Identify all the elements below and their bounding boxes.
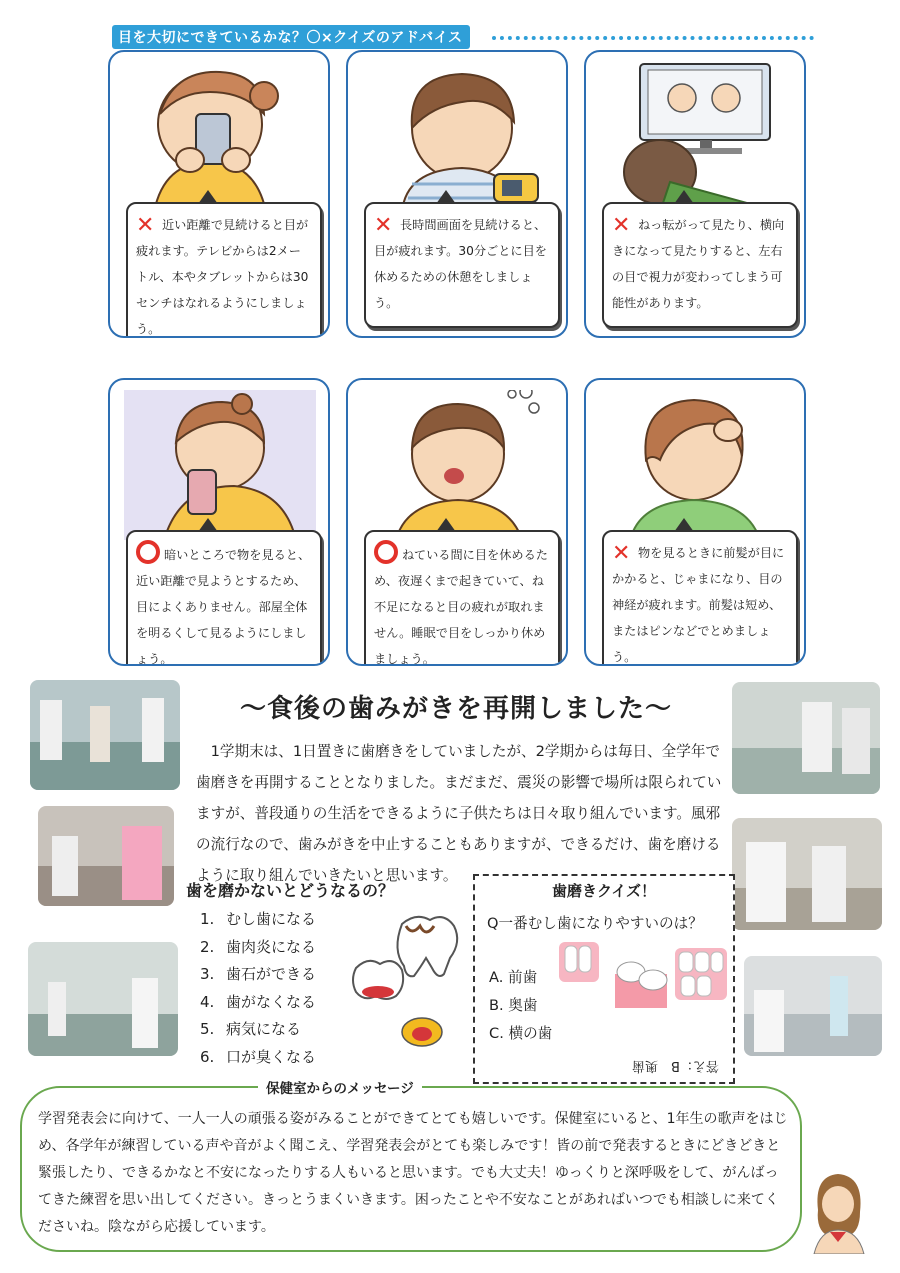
teeth-quiz-box	[473, 874, 735, 1084]
advice-text-3: ねっ転がって見たり、横向きになって見たりすると、左右の目で視力が変わってしまう可能性があります。	[612, 218, 785, 310]
list-item	[489, 1020, 552, 1048]
teeth-quiz-question: Q一番むし歯になりやすいのは？	[487, 915, 703, 932]
circle-icon	[136, 540, 160, 564]
header-dotted-line	[492, 36, 814, 40]
advice-bubble-2	[364, 202, 560, 328]
list-item	[200, 961, 316, 989]
cross-icon: ✕	[136, 213, 155, 238]
photo-brushing-left-3-image	[28, 942, 178, 1056]
list-item-label: 歯石ができる	[226, 965, 317, 983]
cross-icon: ✕	[374, 213, 393, 238]
brushing-paragraph: 1学期末は、1日置きに歯磨きをしていましたが、2学期からは毎日、全学年で歯磨きを再開することとなりました。まだまだ、震災の影響で場所は限られていますが、普段通りの生活をできるように子供たちは日々取り組んでいます。風邪の流行なので、歯みがきを中止することもありますが、できるだけ、歯を磨けるように取り組んでいきたいと思います。	[196, 743, 722, 884]
message-body: 学習発表会に向けて、一人一人の頑張る姿がみることができてとても嬉しいです。保健室にいると、1年生の歌声をはじめ、各学年が練習している声や音がよく聞こえ、学習発表会がとても楽しみです！皆の前で発表するときにどきどきと緊張したり、できるかなと不安になったりする人もいると思います。でも大丈夫！ゆっくりと深呼吸をして、がんばってきた練習を思い出してください。きっとうまくいきます。困ったことや不安なことがあればいつでも相談しに来てくださいね。陰ながら応援しています。	[38, 1111, 788, 1235]
advice-bubble-6	[602, 530, 798, 666]
list-item	[200, 934, 316, 962]
list-item	[489, 992, 552, 1020]
photo-brushing-left-1-image	[30, 680, 180, 790]
quiz-panel-5	[346, 378, 568, 666]
quiz-panel-1	[108, 50, 330, 338]
photo-brushing-left-2	[38, 806, 174, 906]
list-item-label: 歯肉炎になる	[226, 937, 317, 956]
option-label: 横の歯	[508, 1025, 553, 1042]
list-item-number: 2.	[200, 937, 215, 956]
girl-phone-close-illustration	[124, 62, 316, 212]
photo-brushing-right-3	[744, 956, 882, 1056]
advice-bubble-1	[126, 202, 322, 338]
boy-game-device-illustration	[362, 62, 554, 212]
quiz-panel-2	[346, 50, 568, 338]
quiz-panel-3	[584, 50, 806, 338]
list-item-number: 1.	[200, 910, 215, 928]
list-item-number: 4.	[200, 992, 215, 1011]
girl-phone-dark-illustration	[124, 390, 316, 540]
advice-text-2: 長時間画面を見続けると、目が疲れます。30分ごとに目を休めるための休憩をしましょう。	[374, 218, 547, 310]
cross-icon: ✕	[612, 541, 631, 566]
photo-brushing-right-2-image	[732, 818, 882, 930]
list-item-number: 3.	[200, 965, 215, 983]
option-key: B.	[489, 997, 504, 1014]
option-label: 前歯	[508, 969, 538, 986]
advice-text-4: 暗いところで物を見ると、近い距離で見ようとするため、目によくありません。部屋全体を明るくして見るようにしましょう。	[136, 548, 311, 666]
list-item-number: 6.	[200, 1047, 215, 1066]
list-item	[200, 989, 316, 1017]
option-key: C.	[489, 1025, 504, 1042]
tooth-characters-illustration	[346, 910, 466, 1050]
no-brushing-title: 歯を磨かないとどうなるの？	[186, 881, 395, 900]
quiz-panel-6	[584, 378, 806, 666]
photo-brushing-right-2	[732, 818, 882, 930]
list-item-label: 口が臭くなる	[226, 1047, 317, 1066]
photo-brushing-left-3	[28, 942, 178, 1056]
list-item-label: 歯がなくなる	[226, 992, 317, 1011]
girl-bangs-illustration	[600, 390, 792, 540]
child-yawning-illustration	[362, 390, 554, 540]
no-brushing-list	[200, 906, 316, 1071]
advice-text-6: 物を見るときに前髪が目にかかると、じゃまになり、目の神経が疲れます。前髪は短め、またはピンなどでとめましょう。	[612, 546, 785, 664]
list-item-number: 5.	[200, 1020, 215, 1038]
circle-icon	[374, 540, 398, 564]
option-key: A.	[489, 969, 504, 986]
option-label: 奥歯	[508, 997, 538, 1014]
teeth-quiz-options	[489, 964, 552, 1048]
list-item	[200, 906, 316, 934]
page-header	[112, 26, 470, 48]
advice-bubble-4	[126, 530, 322, 666]
photo-brushing-right-1-image	[732, 682, 880, 794]
brushing-title: ～食後の歯みがきを再開しました～	[239, 694, 672, 724]
photo-brushing-left-1	[30, 680, 180, 790]
advice-text-1: 近い距離で見続けると目が疲れます。テレビからは2メートル、本やタブレットからは30センチはなれるようにしましょう。	[136, 218, 309, 336]
quiz-panel-4	[108, 378, 330, 666]
teeth-quiz-title: 歯磨きクイズ！	[551, 882, 657, 900]
child-lying-tv-illustration	[600, 62, 792, 212]
photo-brushing-right-3-image	[744, 956, 882, 1056]
nurse-character-illustration	[808, 1170, 868, 1254]
list-item-label: 病気になる	[226, 1020, 302, 1038]
list-item-label: むし歯になる	[226, 910, 317, 928]
advice-text-5: ねている間に目を休めるため、夜遅くまで起きていて、ね不足になると目の疲れが取れません。睡眠で目をしっかり休めましょう。	[374, 548, 548, 666]
cross-icon: ✕	[612, 213, 631, 238]
list-item	[489, 964, 552, 992]
message-title: 保健室からのメッセージ	[258, 1077, 422, 1097]
teeth-quiz-answer-upside-down: 答え：B 奥歯	[632, 1058, 719, 1073]
list-item	[200, 1044, 316, 1072]
teeth-diagram-illustration	[559, 938, 733, 1014]
header-title: 目を大切にできているかな？〇×クイズのアドバイス	[112, 25, 470, 49]
advice-bubble-5	[364, 530, 560, 666]
photo-brushing-right-1	[732, 682, 880, 794]
advice-bubble-3	[602, 202, 798, 328]
photo-brushing-left-2-image	[38, 806, 174, 906]
list-item	[200, 1016, 316, 1044]
